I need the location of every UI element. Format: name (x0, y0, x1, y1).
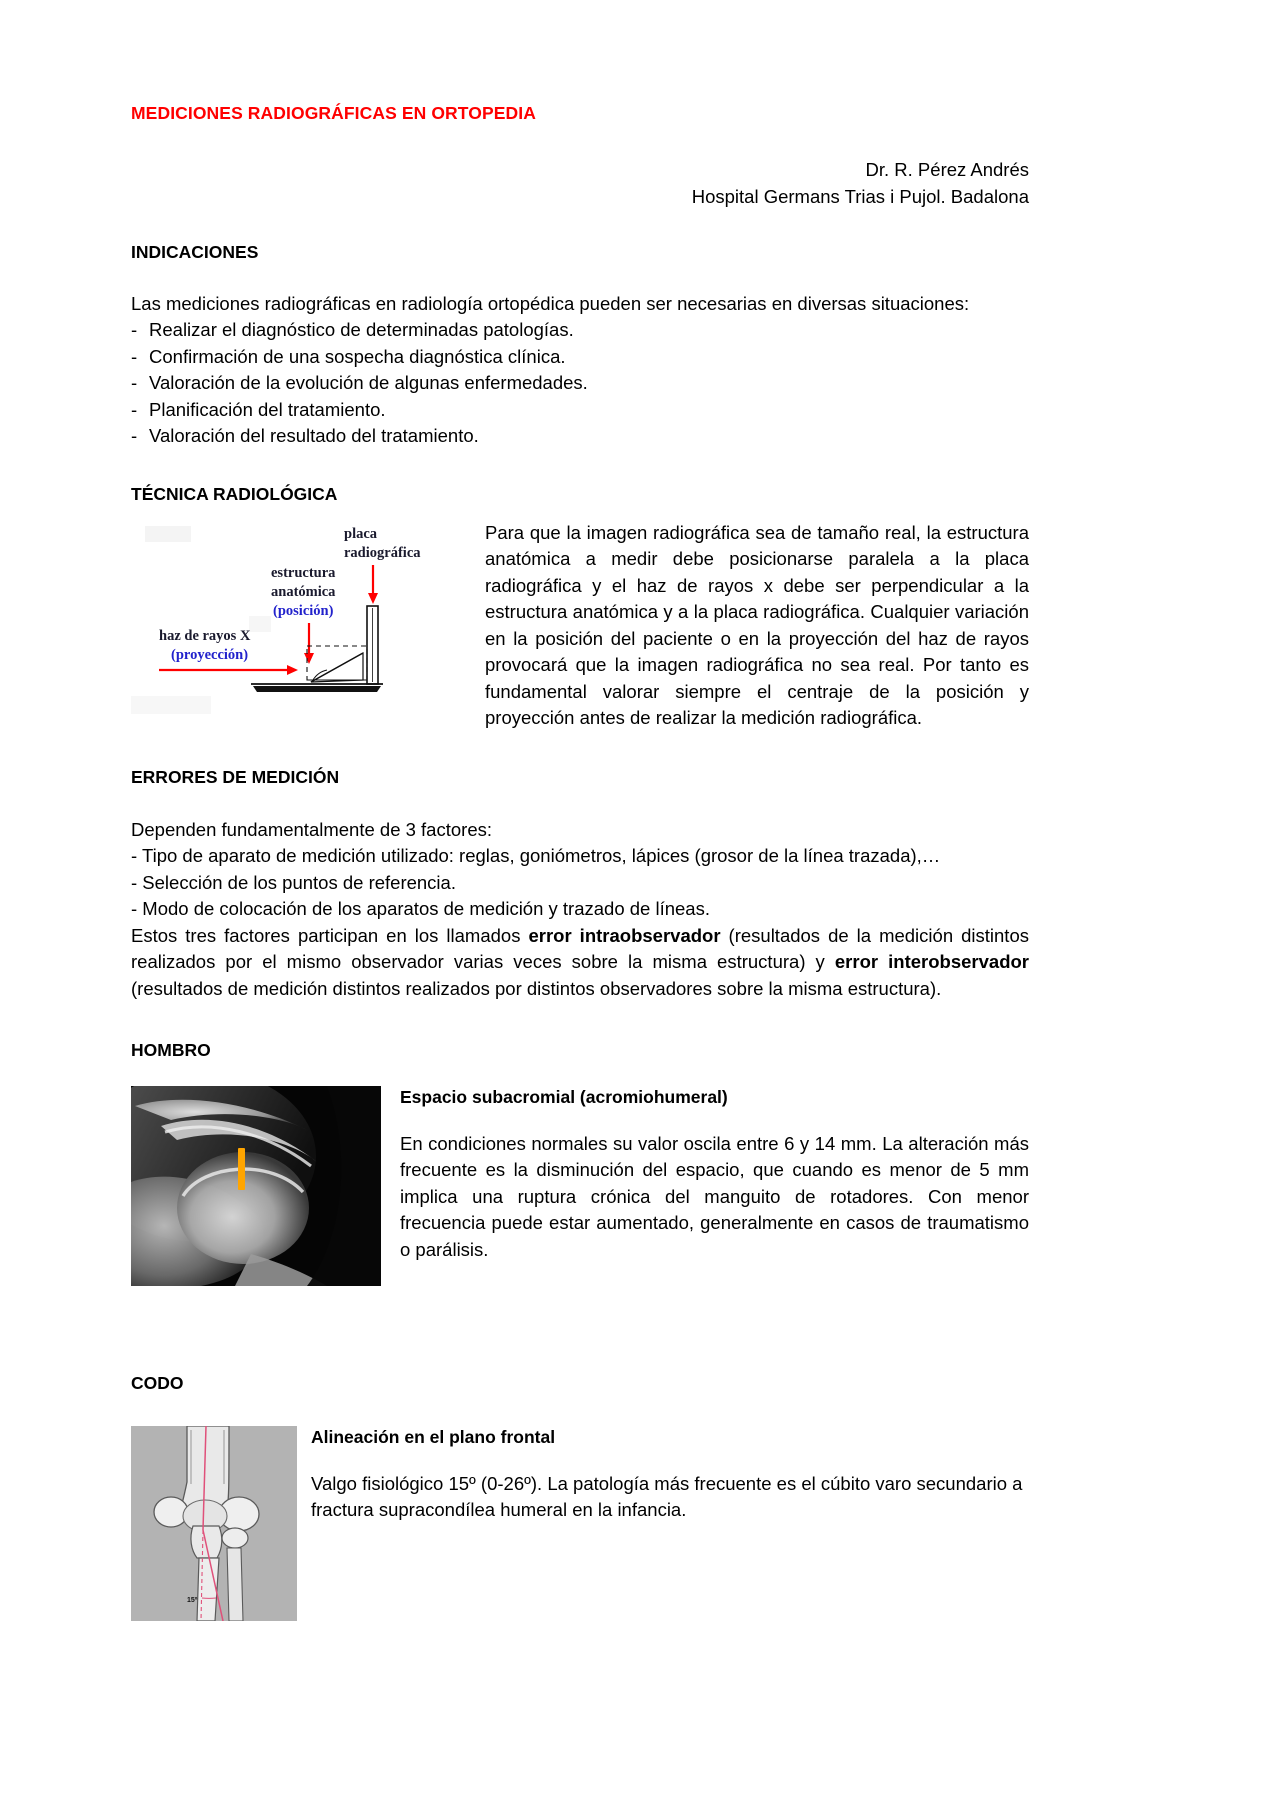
errores-factor-2: - Selección de los puntos de referencia. (131, 871, 456, 893)
list-item (131, 423, 1029, 450)
arrow-head-estructura (304, 653, 314, 664)
bullet-marker: - (131, 398, 138, 420)
list-item-label: Planificación del tratamiento. (149, 398, 386, 420)
label-placa-line2: radiográfica (344, 544, 421, 561)
arrow-head-haz (287, 665, 298, 675)
bullet-marker: - (131, 425, 138, 447)
bullet-marker: - (131, 345, 138, 367)
scan-artifact (145, 526, 191, 542)
table-shadow (253, 686, 381, 692)
scan-artifact (249, 616, 271, 632)
bullet-marker: - (131, 372, 138, 394)
errores-factor-1: - Tipo de aparato de medición utilizado: reglas, goniómetros, lápices (grosor de la línea trazada),… (131, 845, 941, 867)
tecnica-row (131, 520, 1029, 732)
list-item-label: Confirmación de una sospecha diagnóstica clínica. (149, 345, 566, 367)
structure-dashed-outline (307, 646, 367, 680)
label-estructura-line2: anatómica (271, 583, 336, 600)
structure-wedge (311, 653, 363, 682)
elbow-illustration (131, 1426, 297, 1621)
list-item-label: Realizar el diagnóstico de determinadas patologías. (149, 319, 574, 341)
list-item (131, 344, 1029, 371)
label-posicion: (posición) (273, 602, 334, 619)
radius-shaft (227, 1548, 243, 1621)
author-block (131, 156, 1029, 210)
subacromial-measurement-marker (238, 1148, 245, 1190)
errores-closing-part1: Estos tres factores participan en los llamados (131, 924, 529, 946)
document-content (131, 0, 1029, 1621)
medial-epicondyle (154, 1497, 188, 1527)
indicaciones-list (131, 317, 1029, 450)
label-haz: haz de rayos X (159, 627, 251, 644)
section-heading-errores: ERRORES DE MEDICIÓN (131, 766, 340, 787)
codo-heading-wrap (131, 1373, 1029, 1395)
elbow-angle-label: 15º (187, 1596, 198, 1604)
hombro-paragraph: En condiciones normales su valor oscila entre 6 y 14 mm. La alteración más frecuente es la disminución del espacio, que cuando es menor de 5 mm implica una ruptura crónica del manguito de rotadores. Con menor frecuencia puede estar aumentado, generalmente en casos de traumatismo o parálisis. (400, 1132, 1029, 1260)
tecnica-paragraph: Para que la imagen radiográfica sea de tamaño real, la estructura anatómica a medir debe posicionarse paralela a la placa radiográfica y el haz de rayos x debe ser perpendicular a la estructura anatómica y a la placa radiográfica. Cualquier variación en la posición del paciente o en la proyección del haz de rayos provocará que la imagen radiográfica no sea real. Por tanto es fundamental valorar siempre el centraje de la posición y proyección antes de realizar la medición radiográfica. (485, 521, 1029, 729)
errores-closing-part2: (resultados de la medición distintos realizados por el mismo observador varias veces sobre la misma estructura) y (131, 924, 1029, 973)
indicaciones-intro: Las mediciones radiográficas en radiología ortopédica pueden ser necesarias en diversas situaciones: (131, 292, 970, 314)
elbow-illustration-svg (131, 1426, 297, 1621)
page-title: MEDICIONES RADIOGRÁFICAS EN ORTOPEDIA (131, 103, 536, 123)
codo-paragraph: Valgo fisiológico 15º (0-26º). La patología más frecuente es el cúbito varo secundario a fractura supracondílea humeral en la infancia. (311, 1472, 1023, 1521)
bullet-marker: - (131, 319, 138, 341)
codo-text-block (311, 1426, 1029, 1524)
codo-subheading: Alineación en el plano frontal (311, 1426, 556, 1447)
list-item-label: Valoración de la evolución de algunas enfermedades. (149, 372, 588, 394)
term-error-intraobservador: error intraobservador (528, 924, 721, 946)
section-heading-codo: CODO (131, 1373, 184, 1393)
technique-diagram-svg (131, 520, 461, 716)
xray-technique-diagram (131, 520, 461, 716)
hombro-text-block (400, 1086, 1029, 1263)
list-item (131, 370, 1029, 397)
list-item (131, 317, 1029, 344)
author-affiliation: Hospital Germans Trias i Pujol. Badalona (691, 186, 1029, 207)
errores-closing-part3: (resultados de medición distintos realizados por distintos observadores sobre la misma estructura). (131, 977, 942, 999)
shoulder-xray-image (131, 1086, 381, 1286)
radial-head (222, 1528, 248, 1548)
author-name: Dr. R. Pérez Andrés (865, 159, 1029, 180)
section-heading-hombro: HOMBRO (131, 1040, 211, 1061)
errores-intro: Dependen fundamentalmente de 3 factores: (131, 818, 492, 840)
hombro-row (131, 1086, 1029, 1291)
label-placa-line1: placa (344, 525, 378, 542)
label-proyeccion: (proyección) (171, 646, 249, 663)
term-error-interobservador: error interobservador (834, 951, 1029, 973)
label-estructura-line1: estructura (271, 564, 336, 581)
errores-closing-paragraph (131, 923, 1029, 1003)
arrow-head-placa (368, 593, 378, 604)
section-heading-tecnica: TÉCNICA RADIOLÓGICA (131, 483, 338, 504)
shoulder-xray-svg (131, 1086, 381, 1286)
list-item (131, 397, 1029, 424)
scan-artifact (131, 696, 211, 714)
section-heading-indicaciones: INDICACIONES (131, 242, 259, 262)
list-item-label: Valoración del resultado del tratamiento. (149, 425, 479, 447)
errores-factor-3: - Modo de colocación de los aparatos de medición y trazado de líneas. (131, 898, 710, 920)
hombro-subheading: Espacio subacromial (acromiohumeral) (400, 1087, 728, 1107)
codo-row (131, 1426, 1029, 1621)
